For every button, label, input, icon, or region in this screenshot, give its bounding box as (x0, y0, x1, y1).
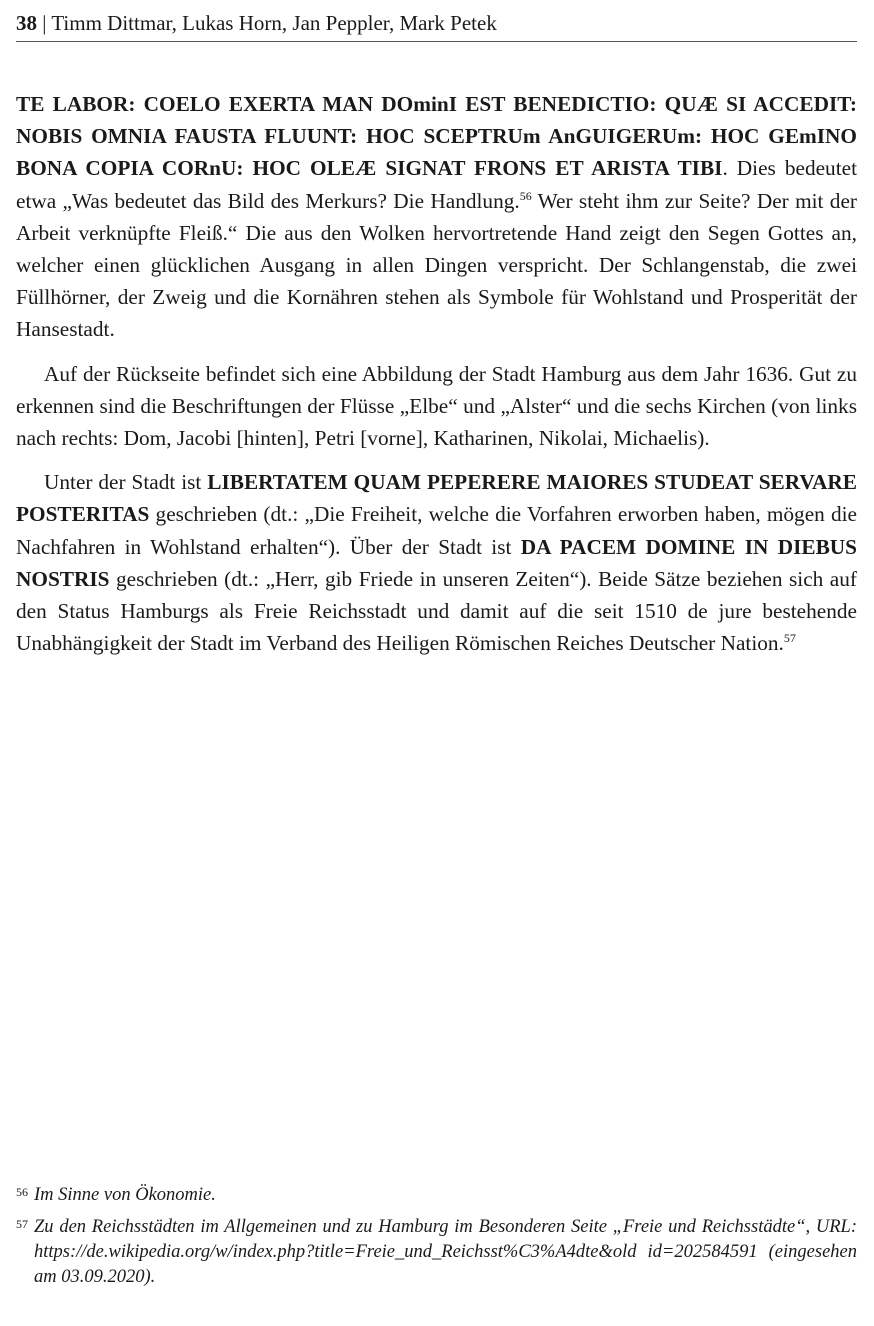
paragraph-3-text-b: geschrieben (dt.: „Die Freiheit, welche die Vorfahren erworben haben, mögen die Nachfahren in Wohlstand erhalten“). Über der Stadt ist (16, 502, 857, 559)
page-number: 38 (16, 11, 37, 35)
paragraph-2: Auf der Rückseite befindet sich eine Abbildung der Stadt Hamburg aus dem Jahr 1636. Gut zu erkennen sind die Beschriftungen der Flüsse „Elbe“ und „Alster“ und die sechs Kirchen (von links nach rechts: Dom, Jacobi [hinten], Petri [vorne], Katharinen, Nikolai, Michaelis). (16, 361, 857, 451)
latin-inscription: TE LABOR: COELO EXERTA MAN DOminI EST BENEDICTIO: QUÆ SI ACCEDIT: NOBIS OMNIA FAUSTA FLUUNT: HOC SCEPTRUm AnGUIGERUm: HOC GEmINO BONA COPIA CORnU: HOC OLEÆ SIGNAT FRONS ET ARISTA TIBI (16, 92, 857, 181)
footnote-57 (16, 1215, 857, 1290)
footnote-text: Zu den Reichsstädten im Allgemeinen und zu Hamburg im Besonderen Seite „Freie und Reichsstädte“, URL: https://de.wikipedia.org/w/index.php?title=Freie_und_Reichsst%C3%A4dte&old id=202584591 (eingesehen am 03.09.2020). (34, 1217, 857, 1287)
paragraph-3-text-a: Unter der Stadt ist (44, 470, 208, 495)
running-header (16, 8, 857, 42)
paragraph-3 (16, 466, 857, 659)
paragraph-3-text-c: geschrieben (dt.: „Herr, gib Friede in unseren Zeiten“). Beide Sätze beziehen sich auf den Status Hamburgs als Freie Reichsstadt und damit auf die seit 1510 de jure bestehende Unabhängigkeit der Stadt im Verband des Heiligen Römischen Reiches Deutscher Nation. (16, 566, 857, 656)
footnote-number: 57 (16, 1217, 28, 1231)
footnote-56 (16, 1183, 857, 1208)
footnote-text: Im Sinne von Ökonomie. (34, 1185, 216, 1205)
latin-motto-2: DA PACEM DOMINE IN DIEBUS NOSTRIS (16, 534, 857, 591)
paragraph-1 (16, 88, 857, 346)
header-separator: | (42, 11, 47, 35)
main-text (16, 88, 857, 659)
header-authors: Timm Dittmar, Lukas Horn, Jan Peppler, Mark Petek (51, 11, 497, 35)
footnotes (16, 1183, 857, 1297)
footnote-ref-57[interactable]: 57 (783, 631, 796, 646)
footnote-number: 56 (16, 1185, 28, 1199)
footnote-ref-56[interactable]: 56 (519, 188, 532, 203)
paragraph-1-text-a: . Dies bedeutet etwa „Was bedeutet das Bild des Merkurs? Die Handlung. (16, 156, 857, 213)
latin-motto-1: LIBERTATEM QUAM PEPERERE MAIORES STUDEAT SERVARE POSTERITAS (16, 470, 857, 527)
paragraph-1-text-b: Wer steht ihm zur Seite? Der mit der Arbeit verknüpfte Fleiß.“ Die aus den Wolken hervortretende Hand zeigt den Segen Gottes an, welcher einen glücklichen Ausgang in allen Dingen verspricht. Der Schlangenstab, die zwei Füllhörner, der Zweig und die Kornähren stehen als Symbole für Wohlstand und Prosperität der Hansestadt. (16, 188, 857, 342)
